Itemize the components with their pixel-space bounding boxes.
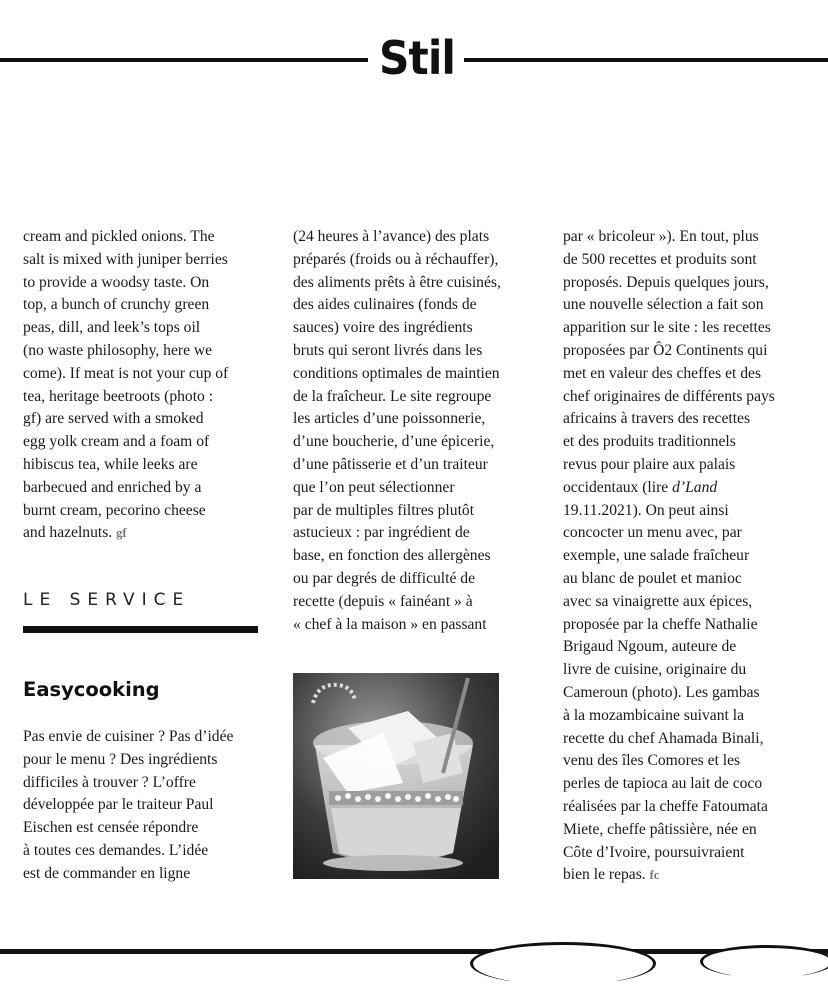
article-headline: Easycooking xyxy=(23,678,160,701)
text-line: concocter un menu avec, par xyxy=(563,524,742,542)
text-line: recette du chef Ahamada Binali, xyxy=(563,729,764,747)
author-credit: fc xyxy=(649,868,660,883)
text-line: top, a bunch of crunchy green xyxy=(23,296,210,314)
text-line: apparition sur le site : les recettes xyxy=(563,319,771,337)
text-line: avec sa vinaigrette aux épices, xyxy=(563,592,753,610)
dessert-glass-icon xyxy=(293,673,499,879)
text-line: perles de tapioca au lait de coco xyxy=(563,775,763,793)
text-line: de 500 recettes et produits sont xyxy=(563,250,757,268)
text-line: développée par le traiteur Paul xyxy=(23,796,214,814)
text-line: cream and pickled onions. The xyxy=(23,228,215,245)
publication-reference: d’Land xyxy=(672,478,718,496)
text-line: livre de cuisine, originaire du xyxy=(563,661,747,679)
header-rule-right xyxy=(464,58,828,62)
text-line: Eischen est censée répondre xyxy=(23,819,199,837)
text-line: venu des îles Comores et les xyxy=(563,752,741,770)
text-line: est de commander en ligne xyxy=(23,864,191,882)
text-line: Miete, cheffe pâtissière, née en xyxy=(563,820,757,838)
text-line: pour le menu ? Des ingrédients xyxy=(23,750,218,768)
text-line: (no waste philosophy, here we xyxy=(23,341,213,359)
text-line: met en valeur des cheffes et des xyxy=(563,364,762,382)
text-line: une nouvelle sélection a fait son xyxy=(563,296,764,314)
text-line: et des produits traditionnels xyxy=(563,433,736,451)
text-line: par de multiples filtres plutôt xyxy=(293,501,475,519)
text-line: salt is mixed with juniper berries xyxy=(23,250,228,268)
text-line: 19.11.2021). On peut ainsi xyxy=(563,501,729,519)
text-line: revus pour plaire aux palais xyxy=(563,455,736,473)
text-line: proposés. Depuis quelques jours, xyxy=(563,273,769,291)
dessert-photo xyxy=(293,673,499,879)
text-line: (24 heures à l’avance) des plats xyxy=(293,228,490,245)
text-line: Côte d’Ivoire, poursuivraient xyxy=(563,843,745,861)
section-kicker: LE SERVICE xyxy=(23,590,191,610)
footer-ornament xyxy=(470,942,656,985)
text-line: burnt cream, pecorino cheese xyxy=(23,501,206,519)
text-line: and hazelnuts. xyxy=(23,524,113,542)
text-line: hibiscus tea, while leeks are xyxy=(23,455,198,473)
text-line: proposée par la cheffe Nathalie xyxy=(563,615,758,633)
text-line: de la fraîcheur. Le site regroupe xyxy=(293,387,492,405)
text-line: base, en fonction des allergènes xyxy=(293,547,491,565)
text-line: recette (depuis « fainéant » à xyxy=(293,592,473,610)
text-line: bien le repas. xyxy=(563,866,646,884)
text-line: des aliments prêts à être cuisinés, xyxy=(293,273,501,291)
text-line: réalisées par la cheffe Fatoumata xyxy=(563,797,768,815)
footer-ornament xyxy=(700,945,828,978)
text-line: « chef à la maison » en passant xyxy=(293,615,487,633)
text-line: Pas envie de cuisiner ? Pas d’idée xyxy=(23,728,234,745)
text-line: chef originaires de différents pays xyxy=(563,387,775,405)
text-line: au blanc de poulet et manioc xyxy=(563,569,742,587)
kicker-rule xyxy=(23,626,258,633)
text-line: peas, dill, and leek’s tops oil xyxy=(23,319,201,337)
author-credit: gf xyxy=(116,526,127,541)
text-line: egg yolk cream and a foam of xyxy=(23,433,210,451)
text-line: ou par degrés de difficulté de xyxy=(293,569,476,587)
text-line: proposées par Ô2 Continents qui xyxy=(563,341,768,359)
text-line: à la mozambicaine suivant la xyxy=(563,706,744,724)
text-line: sauces) voire des ingrédients xyxy=(293,319,473,337)
text-line: astucieux : par ingrédient de xyxy=(293,524,470,542)
text-line: Cameroun (photo). Les gambas xyxy=(563,683,760,701)
text-line: Brigaud Ngoum, auteure de xyxy=(563,638,737,656)
header-rule-left xyxy=(0,58,368,62)
article-column-3 xyxy=(563,226,825,887)
article-intro xyxy=(23,726,273,886)
text-line: occidentaux (lire xyxy=(563,478,673,496)
article-column-1 xyxy=(23,226,273,545)
text-line: come). If meat is not your cup of xyxy=(23,364,229,382)
text-line: difficiles à trouver ? L’offre xyxy=(23,773,196,791)
text-line: gf) are served with a smoked xyxy=(23,410,204,428)
section-title: Stil xyxy=(378,31,456,85)
footer-rule xyxy=(0,949,828,954)
text-line: exemple, une salade fraîcheur xyxy=(563,547,750,565)
text-line: bruts qui seront livrés dans les xyxy=(293,341,483,359)
text-line: par « bricoleur »). En tout, plus xyxy=(563,228,759,245)
text-line: que l’on peut sélectionner xyxy=(293,478,455,496)
text-line: les articles d’une poissonnerie, xyxy=(293,410,486,428)
text-line: tea, heritage beetroots (photo : xyxy=(23,387,214,405)
text-line: à toutes ces demandes. L’idée xyxy=(23,841,209,859)
article-column-2 xyxy=(293,226,545,636)
text-line: africains à travers des recettes xyxy=(563,410,751,428)
text-line: d’une boucherie, d’une épicerie, xyxy=(293,433,495,451)
text-line: barbecued and enriched by a xyxy=(23,478,202,496)
text-line: d’une pâtisserie et d’un traiteur xyxy=(293,455,488,473)
text-line: to provide a woodsy taste. On xyxy=(23,273,210,291)
text-line: conditions optimales de maintien xyxy=(293,364,500,382)
text-line: des aides culinaires (fonds de xyxy=(293,296,477,314)
text-line: préparés (froids ou à réchauffer), xyxy=(293,250,499,268)
